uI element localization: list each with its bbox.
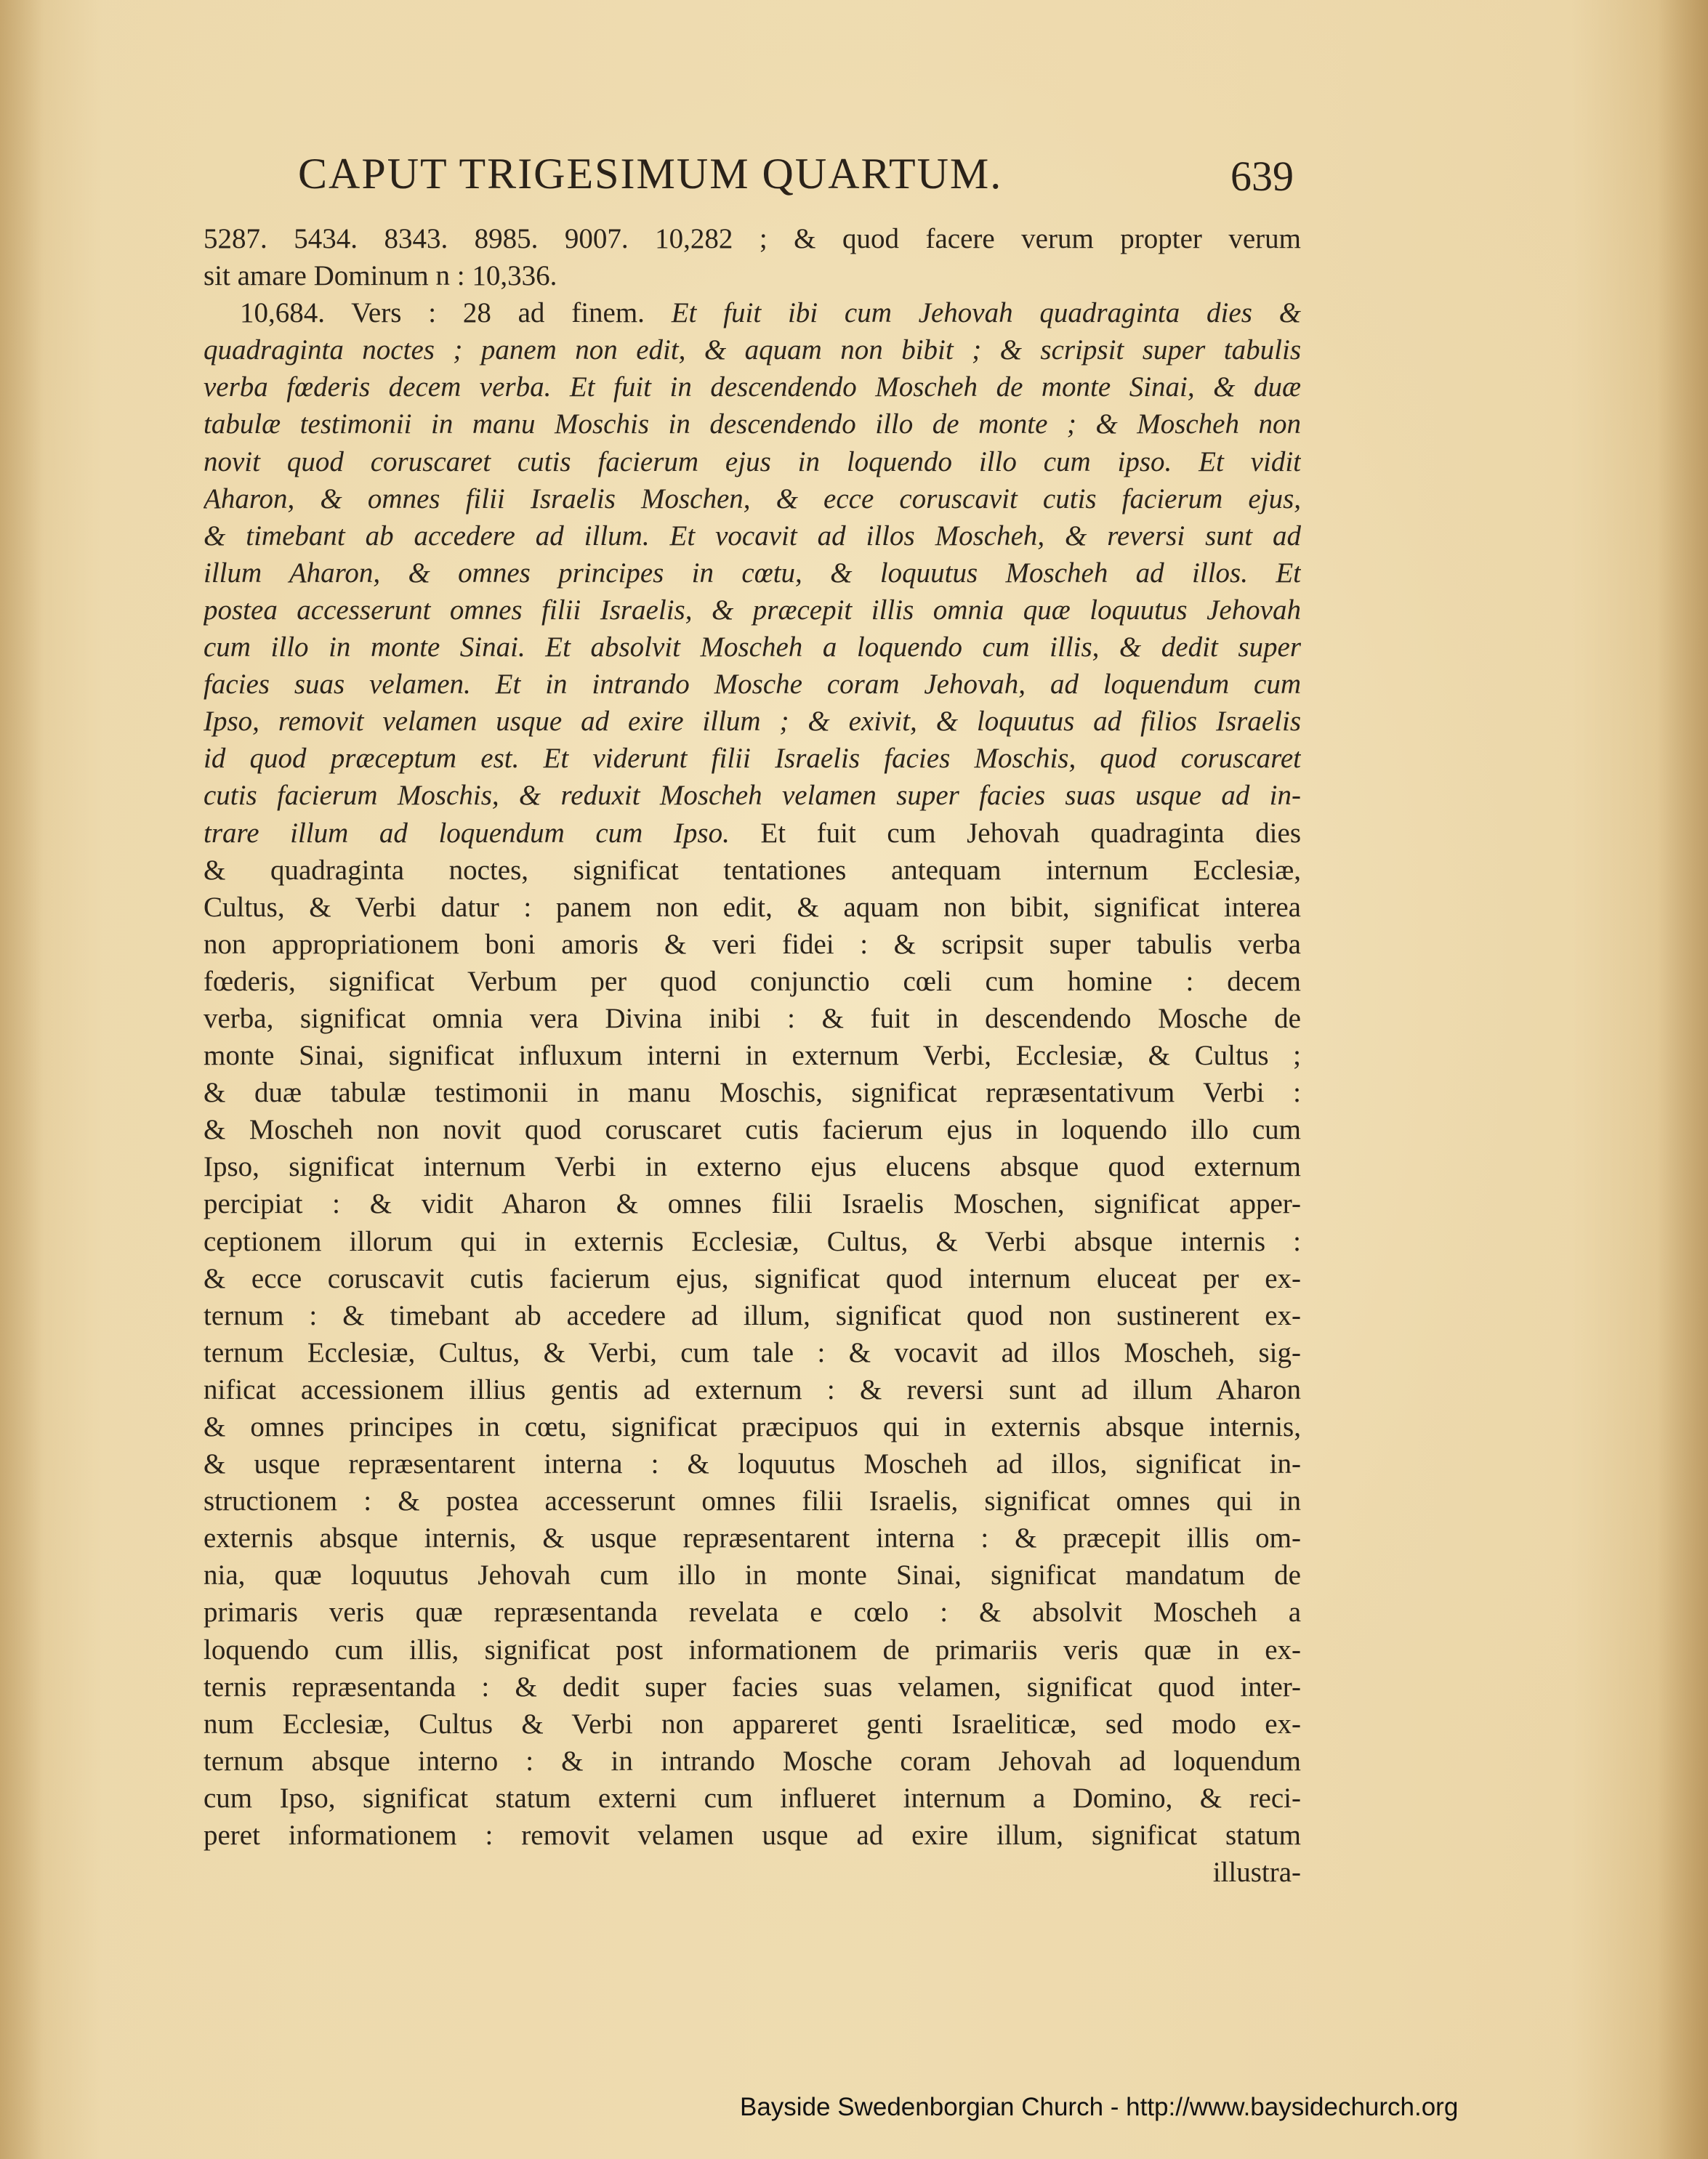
text-line: quadraginta noctes ; panem non edit, & aquam non bibit ; & scripsit super tabulis (204, 334, 1301, 366)
source-credit: Bayside Swedenborgian Church - http://www.baysidechurch.org (740, 2093, 1459, 2121)
text-line: verba, significat omnia vera Divina inibi : & fuit in descendendo Mosche de (204, 1002, 1301, 1034)
text-line (204, 815, 1301, 852)
text-line: novit quod coruscaret cutis facierum ejus in loquendo illo cum ipso. Et vidit (204, 445, 1301, 477)
text-line (204, 294, 1301, 331)
text-line: ternum Ecclesiæ, Cultus, & Verbi, cum tale : & vocavit ad illos Moscheh, sig- (204, 1336, 1301, 1368)
text-line: num Ecclesiæ, Cultus & Verbi non appareret genti Israeliticæ, sed modo ex- (204, 1708, 1301, 1740)
text-line: & usque repræsentarent interna : & loquutus Moscheh ad illos, significat in- (204, 1448, 1301, 1480)
running-head: CAPUT TRIGESIMUM QUARTUM. (298, 150, 1003, 198)
text-line: monte Sinai, significat influxum interni in externum Verbi, Ecclesiæ, & Cultus ; (204, 1040, 1301, 1072)
text-line: 5287. 5434. 8343. 8985. 9007. 10,282 ; & quod facere verum propter verum (204, 223, 1301, 254)
text-line: non appropriationem boni amoris & veri fidei : & scripsit super tabulis verba (204, 928, 1301, 960)
page-number: 639 (1230, 153, 1294, 200)
text-line: postea accesserunt omnes filii Israelis, & præcepit illis omnia quæ loquutus Jehovah (204, 594, 1301, 626)
text-line: tabulæ testimonii in manu Moschis in descendendo illo de monte ; & Moscheh non (204, 408, 1301, 440)
text-line: cum Ipso, significat statum externi cum influeret internum a Domino, & reci- (204, 1782, 1301, 1814)
text-line: & Moscheh non novit quod coruscaret cutis facierum ejus in loquendo illo cum (204, 1114, 1301, 1146)
text-line: id quod præceptum est. Et viderunt filii Israelis facies Moschis, quod coruscaret (204, 743, 1301, 775)
text-line: cum illo in monte Sinai. Et absolvit Moscheh a loquendo cum illis, & dedit super (204, 631, 1301, 663)
text-line: sit amare Dominum n : 10,336. (204, 260, 557, 292)
text-line: Aharon, & omnes filii Israelis Moschen, & ecce coruscavit cutis facierum ejus, (204, 483, 1301, 514)
text-line: Ipso, removit velamen usque ad exire illum ; & exivit, & loquutus ad filios Israelis (204, 706, 1301, 738)
text-line: cutis facierum Moschis, & reduxit Moscheh velamen super facies suas usque ad in- (204, 780, 1301, 812)
commentary-start: Et fuit cum Jehovah quadraginta dies (760, 817, 1301, 849)
text-line: nificat accessionem illius gentis ad externum : & reversi sunt ad illum Aharon (204, 1373, 1301, 1405)
text-line: percipiat : & vidit Aharon & omnes filii Israelis Moschen, significat apper- (204, 1188, 1301, 1220)
text-line: illum Aharon, & omnes principes in cœtu, & loquutus Moscheh ad illos. Et (204, 557, 1301, 589)
text-line: externis absque internis, & usque repræsentarent interna : & præcepit illis om- (204, 1522, 1301, 1554)
text-line: nia, quæ loquutus Jehovah cum illo in monte Sinai, significat mandatum de (204, 1559, 1301, 1591)
text-line: loquendo cum illis, significat post informationem de primariis veris quæ in ex- (204, 1634, 1301, 1666)
scripture-quote: Et fuit ibi cum Jehovah quadraginta dies & (671, 297, 1301, 329)
body-text (204, 220, 1301, 1891)
text-line: & duæ tabulæ testimonii in manu Moschis, significat repræsentativum Verbi : (204, 1077, 1301, 1109)
text-line: fœderis, significat Verbum per quod conjunctio cœli cum homine : decem (204, 965, 1301, 997)
scripture-quote-end: trare illum ad loquendum cum Ipso. (204, 817, 730, 849)
catchword: illustra- (1212, 1857, 1301, 1889)
paragraph-number: 10,684. Vers : 28 ad finem. (240, 297, 672, 329)
page-header (298, 149, 1294, 207)
text-line: Ipso, significat internum Verbi in externo ejus elucens absque quod externum (204, 1151, 1301, 1183)
text-line: verba fœderis decem verba. Et fuit in descendendo Moscheh de monte Sinai, & duæ (204, 371, 1301, 403)
text-line: ternis repræsentanda : & dedit super facies suas velamen, significat quod inter- (204, 1671, 1301, 1703)
text-line: & timebant ab accedere ad illum. Et vocavit ad illos Moscheh, & reversi sunt ad (204, 520, 1301, 552)
page-edge-right (1657, 0, 1708, 2159)
text-line: primaris veris quæ repræsentanda revelata e cœlo : & absolvit Moscheh a (204, 1597, 1301, 1629)
text-line: facies suas velamen. Et in intrando Mosche coram Jehovah, ad loquendum cum (204, 669, 1301, 701)
text-line: peret informationem : removit velamen usque ad exire illum, significat statum (204, 1820, 1301, 1852)
text-line: ternum : & timebant ab accedere ad illum, significat quod non sustinerent ex- (204, 1299, 1301, 1331)
text-line: Cultus, & Verbi datur : panem non edit, & aquam non bibit, significat interea (204, 891, 1301, 923)
text-line: & quadraginta noctes, significat tentationes antequam internum Ecclesiæ, (204, 854, 1301, 886)
text-line: & ecce coruscavit cutis facierum ejus, significat quod internum eluceat per ex- (204, 1262, 1301, 1294)
text-line: ternum absque interno : & in intrando Mosche coram Jehovah ad loquendum (204, 1745, 1301, 1777)
text-line: & omnes principes in cœtu, significat præcipuos qui in externis absque internis, (204, 1411, 1301, 1442)
page-edge-left (0, 0, 44, 2159)
text-line: structionem : & postea accesserunt omnes filii Israelis, significat omnes qui in (204, 1485, 1301, 1517)
text-line: ceptionem illorum qui in externis Ecclesiæ, Cultus, & Verbi absque internis : (204, 1225, 1301, 1257)
